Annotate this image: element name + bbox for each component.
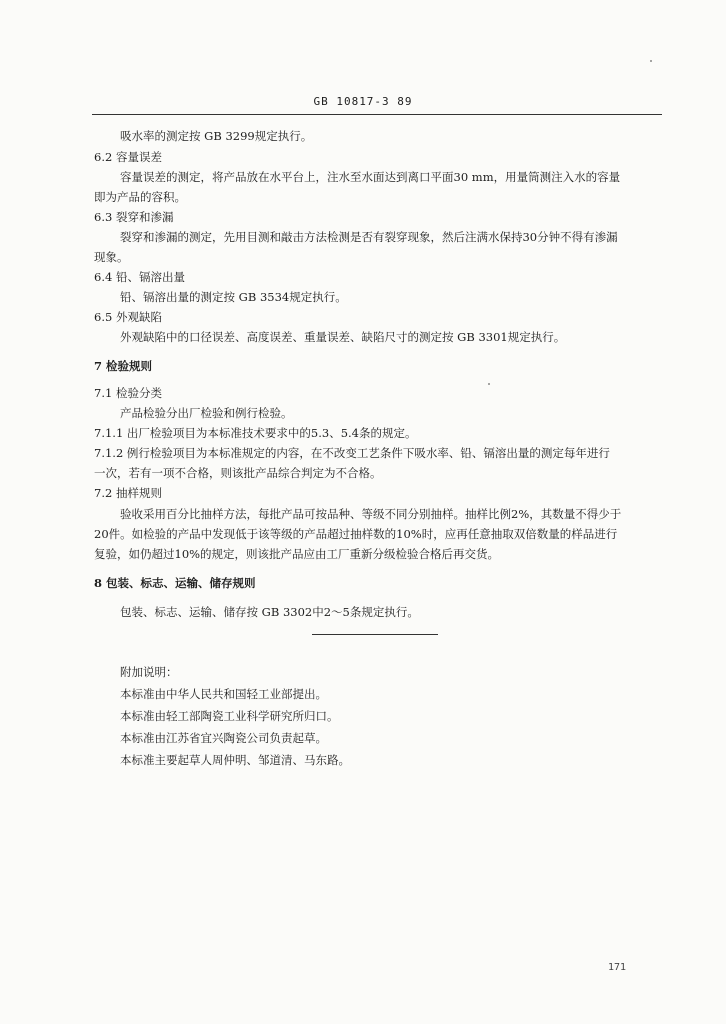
body-line: 验收采用百分比抽样方法，每批产品可按品种、等级不同分别抽样。抽样比例2%，其数量不得少于 bbox=[120, 507, 622, 521]
body-line: 吸水率的测定按 GB 3299规定执行。 bbox=[120, 129, 313, 143]
appendix-line: 本标准由轻工部陶瓷工业科学研究所归口。 bbox=[120, 709, 339, 723]
body-line: 即为产品的容积。 bbox=[94, 190, 186, 204]
scan-speck bbox=[650, 60, 652, 62]
body-line: 复验，如仍超过10%的规定，则该批产品应由工厂重新分级检验合格后再交货。 bbox=[94, 547, 500, 561]
page-header: GB 10817-3 89 bbox=[313, 95, 413, 108]
body-line: 产品检验分出厂检验和例行检验。 bbox=[120, 406, 293, 420]
section-heading: 7.1 检验分类 bbox=[94, 386, 162, 400]
clause-line: 7.1.2 例行检验项目为本标准规定的内容，在不改变工艺条件下吸水率、铅、镉溶出量的测定每年进行 bbox=[94, 446, 610, 460]
chapter-heading: 7 检验规则 bbox=[94, 359, 153, 373]
body-line: 一次，若有一项不合格，则该批产品综合判定为不合格。 bbox=[94, 466, 382, 480]
section-heading: 7.2 抽样规则 bbox=[94, 486, 162, 500]
scan-speck bbox=[488, 383, 490, 385]
body-line: 裂穿和渗漏的测定，先用目测和敲击方法检测是否有裂穿现象，然后注满水保持30分钟不得有渗漏 bbox=[120, 230, 618, 244]
appendix-line: 本标准主要起草人周仲明、邹道清、马东路。 bbox=[120, 753, 350, 767]
chapter-heading: 8 包装、标志、运输、储存规则 bbox=[94, 576, 256, 590]
body-line: 外观缺陷中的口径误差、高度误差、重量误差、缺陷尺寸的测定按 GB 3301规定执行。 bbox=[120, 330, 566, 344]
appendix-line: 本标准由江苏省宜兴陶瓷公司负责起草。 bbox=[120, 731, 327, 745]
body-line: 包装、标志、运输、储存按 GB 3302中2～5条规定执行。 bbox=[120, 605, 419, 619]
page-number: 171 bbox=[607, 962, 626, 973]
body-line: 容量误差的测定，将产品放在水平台上，注水至水面达到离口平面30 mm，用量筒测注入水的容量 bbox=[120, 170, 621, 184]
separator-rule bbox=[312, 634, 438, 635]
section-heading: 6.3 裂穿和渗漏 bbox=[94, 210, 174, 224]
section-heading: 6.5 外观缺陷 bbox=[94, 310, 162, 324]
section-heading: 6.2 容量误差 bbox=[94, 150, 162, 164]
clause-line: 7.1.1 出厂检验项目为本标准技术要求中的5.3、5.4条的规定。 bbox=[94, 426, 417, 440]
body-line: 铅、镉溶出量的测定按 GB 3534规定执行。 bbox=[120, 290, 347, 304]
appendix-line: 本标准由中华人民共和国轻工业部提出。 bbox=[120, 687, 327, 701]
body-line: 20件。如检验的产品中发现低于该等级的产品超过抽样数的10%时，应再任意抽取双倍数量的样品进行 bbox=[94, 527, 618, 541]
appendix-title: 附加说明： bbox=[120, 665, 178, 679]
header-rule bbox=[92, 114, 662, 115]
section-heading: 6.4 铅、镉溶出量 bbox=[94, 270, 185, 284]
body-line: 现象。 bbox=[94, 250, 129, 264]
